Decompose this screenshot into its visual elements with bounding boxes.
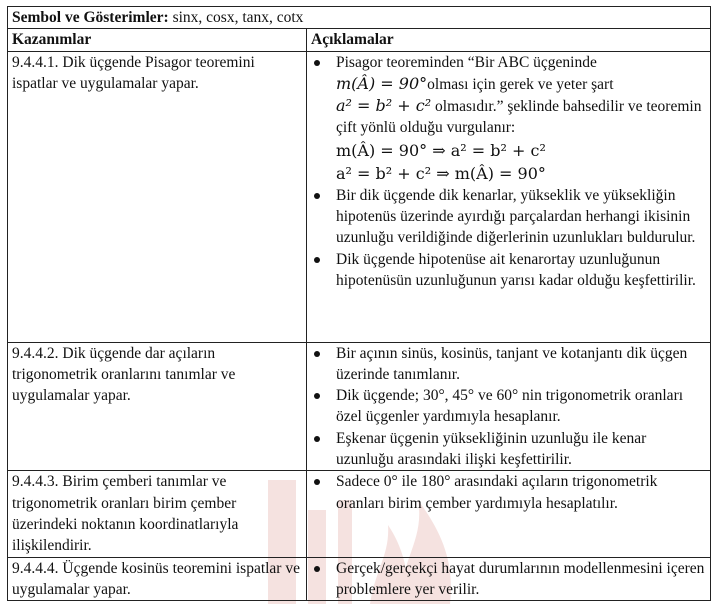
list-item: Sadece 0° ile 180° arasındaki açıların trigonometrik oranları birim çember yardımıyla hesaplatılır. — [311, 471, 706, 514]
header-aciklamalar: Açıklamalar — [307, 29, 711, 51]
table-row — [8, 471, 711, 557]
kazanim-cell: 9.4.4.3. Birim çemberi tanımlar ve trigonometrik oranları birim çember üzerindeki noktanın koordinatlarıyla ilişkilendirir. — [8, 471, 307, 557]
bullet-icon — [314, 393, 320, 399]
bullet-icon — [314, 60, 320, 66]
condition-formula: m(Â) = 90° — [336, 73, 428, 93]
curriculum-table — [7, 6, 711, 601]
equation-forward: m(Â) = 90° ⇒ a² = b² + c² — [336, 140, 546, 160]
list-item: Gerçek/gerçekçi hayat durumlarının modellenmesini içeren problemlere yer verilir. — [311, 558, 706, 601]
bullet-list — [311, 52, 706, 292]
symbols-cell — [8, 7, 711, 29]
bullet-icon — [314, 566, 320, 572]
kazanim-cell: 9.4.4.4. Üçgende kosinüs teoremini ispatlar ve uygulamalar yapar. — [8, 557, 307, 601]
kazanim-cell: 9.4.4.1. Dik üçgende Pisagor teoremini ispatlar ve uygulamalar yapar. — [8, 51, 307, 342]
symbols-value: sinx, cosx, tanx, cotx — [168, 9, 304, 26]
aciklama-cell — [307, 471, 711, 557]
header-row — [8, 29, 711, 51]
aciklama-cell — [307, 342, 711, 471]
bullet-list — [311, 471, 706, 514]
aciklama-cell — [307, 51, 711, 342]
table-row — [8, 51, 711, 342]
table-row — [8, 557, 711, 601]
symbols-row — [8, 7, 711, 29]
kazanim-cell: 9.4.4.2. Dik üçgende dar açıların trigonometrik oranlarını tanımlar ve uygulamalar yapar. — [8, 342, 307, 471]
table-row — [8, 342, 711, 471]
pythagoras-formula: a² = b² + c² — [336, 96, 432, 116]
bullet-icon — [314, 436, 320, 442]
symbols-label: Sembol ve Gösterimler: — [12, 9, 169, 26]
list-item: Bir açının sinüs, kosinüs, tanjant ve kotanjantı dik üçgen üzerinde tanımlanır. — [311, 343, 706, 386]
bullet-icon — [314, 351, 320, 357]
list-item: Bir dik üçgende dik kenarlar, yükseklik ve yüksekliğin hipotenüs üzerinde ayırdığı parçalardan herhangi ikisinin uzunluğu verildiğinde diğerlerinin uzunlukları buldurulur. — [311, 185, 706, 249]
bullet-list — [311, 558, 706, 601]
bullet-list — [311, 343, 706, 471]
list-item: Eşkenar üçgenin yüksekliğinin uzunluğu ile kenar uzunluğu arasındaki ilişki keşfettirilir. — [311, 428, 706, 471]
bullet-icon — [314, 193, 320, 199]
list-item: Dik üçgende; 30°, 45° ve 60° nin trigonometrik oranları özel üçgenler yardımıyla hesaplanır. — [311, 385, 706, 428]
aciklama-cell — [307, 557, 711, 601]
list-item: Dik üçgende hipotenüse ait kenarortay uzunluğunun hipotenüsün uzunluğunun yarısı kadar olduğu keşfettirilir. — [311, 249, 706, 292]
bullet-icon — [314, 479, 320, 485]
list-item: Pisagor teoreminden “Bir ABC üçgeninde m(Â) = 90°olması için gerek ve yeter şart a² = b² + c² olmasıdır.” şeklinde bahsedilir ve teoremin çift yönlü olduğu vurgulanır: m(Â) = 90° ⇒ a² = b² + c² a² = b² + c² ⇒ m(Â) = 90° — [311, 52, 706, 185]
equation-reverse: a² = b² + c² ⇒ m(Â) = 90° — [336, 163, 546, 183]
header-kazanimlar: Kazanımlar — [8, 29, 307, 51]
bullet-icon — [314, 257, 320, 263]
